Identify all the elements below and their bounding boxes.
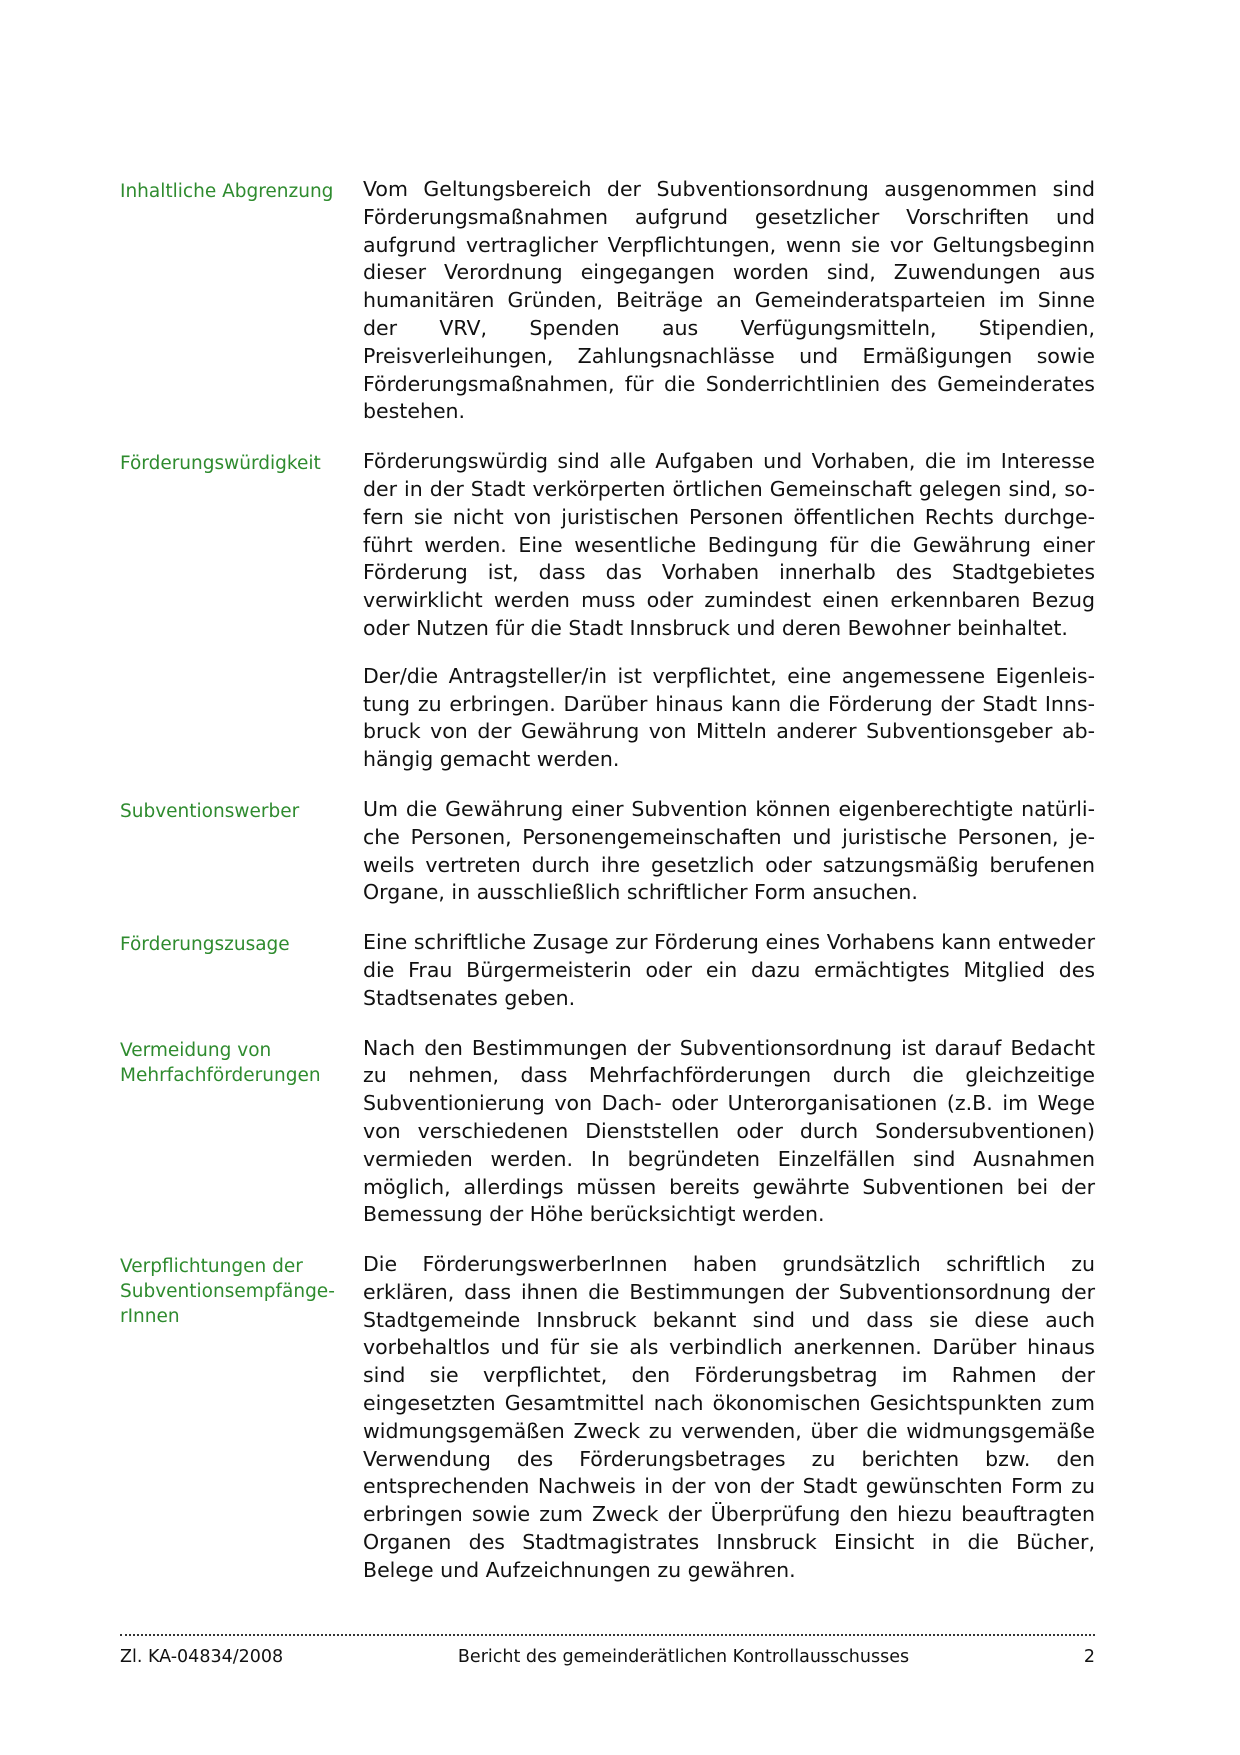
page-footer [120, 1646, 1095, 1668]
section-paragraph: Förderungswürdig sind alle Aufgaben und Vorhaben, die im Interesse der in der Stadt verkörperten örtlichen Gemeinschaft gelegen sind, sofern sie nicht von juristischen Personen öffentlichen Rechts durchgeführt werden. Eine wesentliche Bedingung für die Gewährung einer Förderung ist, dass das Vorhaben innerhalb des Stadtgebietes verwirklicht werden muss oder zumindest einen erkennbaren Bezug oder Nutzen für die Stadt Innsbruck und deren Bewohner beinhaltet. [363, 449, 1095, 640]
section-paragraph: Eine schriftliche Zusage zur Förderung eines Vorhabens kann entweder die Frau Bürgermeisterin oder ein dazu ermächtigtes Mitglied des Stadtsenates geben. [363, 930, 1095, 1010]
document-section [120, 448, 1095, 774]
footer-page-number: 2 [1083, 1647, 1095, 1667]
document-section [120, 1035, 1095, 1230]
section-body [363, 929, 1095, 1012]
document-section [120, 929, 1095, 1012]
section-label: Inhaltliche Abgrenzung [120, 181, 334, 202]
section-body [363, 448, 1095, 774]
section-label: Förderungswürdigkeit [120, 453, 321, 475]
section-paragraph: Der/die Antragsteller/in ist verpflichtet, eine angemessene Eigenleistung zu erbringen. Darüber hinaus kann die Förderung der Stadt Innsbruck von der Gewährung von Mitteln anderer Subventionsgeber abhängig gemacht werden. [363, 663, 1095, 772]
section-paragraph: Um die Gewährung einer Subvention können eigenberechtigte natürliche Personen, Personengemeinschaften und juristische Personen, jeweils vertreten durch ihre gesetzlich oder satzungsmäßig berufenen Organe, in ausschließlich schriftlicher Form ansuchen. [363, 796, 1095, 905]
document-section [120, 796, 1095, 907]
section-label: Förderungszusage [120, 934, 290, 956]
section-paragraph: Die FörderungswerberInnen haben grundsätzlich schriftlich zu erklären, dass ihnen die Bestimmungen der Subventionsordnung der Stadtgemeinde Innsbruck bekannt sind und dass sie diese auch vorbehaltlos und für sie als verbindlich anerkennen. Darüber hinaus sind sie verpflichtet, den Förderungsbetrag im Rahmen der eingesetzten Gesamtmittel nach ökonomischen Gesichtspunkten zum widmungsgemäßen Zweck zu verwenden, über die widmungsgemäße Verwendung des Förderungsbetrages zu berichten bzw. den entsprechenden Nachweis in der von der Stadt gewünschten Form zu erbringen sowie zum Zweck der Überprüfung den hiezu beauftragten Organen des Stadtmagistrates Innsbruck Einsicht in die Bücher, Belege und Aufzeichnungen zu gewähren. [363, 1252, 1095, 1582]
section-body [363, 796, 1095, 907]
document-section [120, 1251, 1095, 1585]
section-label: Subventionswerber [120, 800, 300, 822]
section-body [363, 176, 1095, 426]
document-section [120, 176, 1095, 426]
footer-divider [120, 1634, 1095, 1636]
section-body [363, 1035, 1095, 1230]
document-content [120, 176, 1095, 1607]
footer-title: Bericht des gemeinderätlichen Kontrollausschusses [457, 1647, 910, 1667]
footer-reference: Zl. KA-04834/2008 [120, 1647, 284, 1667]
section-label: Vermeidung von Mehrfachförderungen [120, 1039, 321, 1086]
section-body [363, 1251, 1095, 1585]
section-paragraph: Vom Geltungsbereich der Subventionsordnung ausgenommen sind Fördеrungsmaßnahmen aufgrund gesetzlicher Vorschriften und aufgrund vertraglicher Verpflichtungen, wenn sie vor Geltungsbeginn dieser Verordnung eingegangen worden sind, Zuwendungen aus humanitären Gründen, Beiträge an Gemeinderatsparteien im Sinne der VRV, Spenden aus Verfügungsmitteln, Stipendien, Preisverleihungen, Zahlungsnachlässe und Ermäßigungen sowie Förderungsmaßnahmen, für die Sonderrichtlinien des Gemeinderates bestehen. [363, 177, 1095, 424]
section-paragraph: Nach den Bestimmungen der Subventionsordnung ist darauf Bedacht zu nehmen, dass Mehrfachförderungen durch die gleichzeitige Subventionierung von Dach- oder Unterorganisationen (z.B. im Wege von verschiedenen Dienststellen oder durch Sondersubventionen) vermieden werden. In begründeten Einzelfällen sind Ausnahmen möglich, allerdings müssen bereits gewährte Subventionen bei der Bemessung der Höhe berücksichtigt werden. [363, 1035, 1095, 1227]
section-label: Verpflichtungen der Subventionsempfänge- rInnen [120, 1256, 335, 1328]
